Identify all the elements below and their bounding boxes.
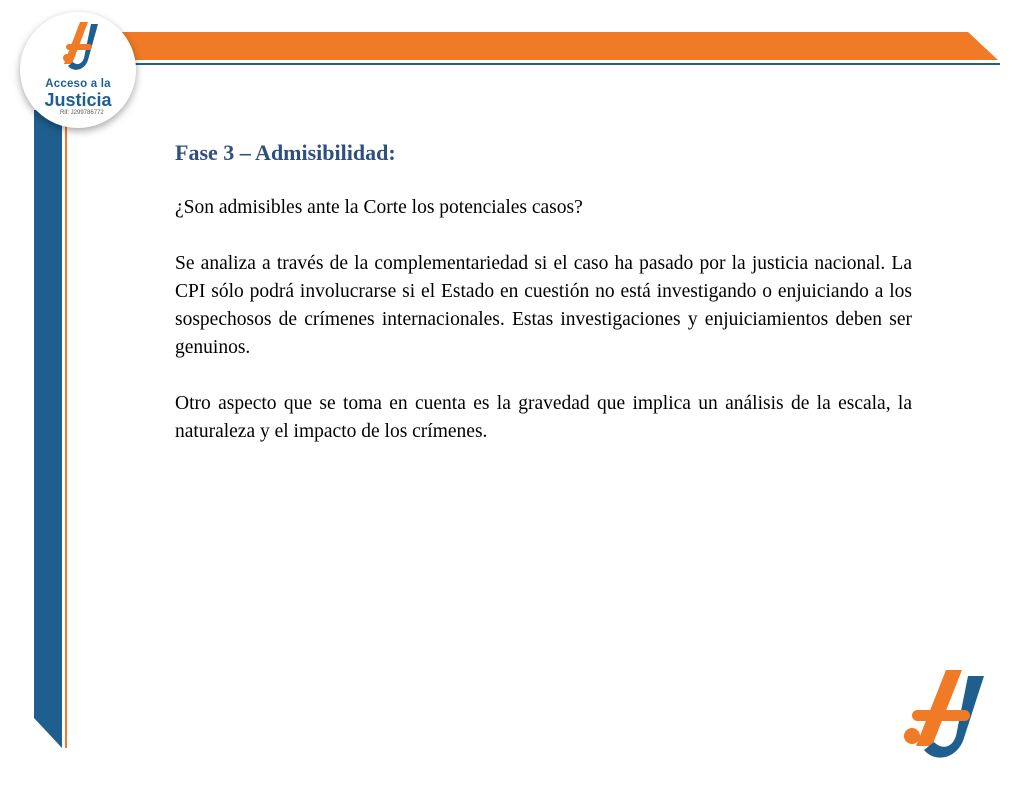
left-blue-bar	[34, 110, 62, 748]
slide-paragraph-2: Otro aspecto que se toma en cuenta es la gravedad que implica un análisis de la escala, la naturaleza y el impacto de los crímenes.	[175, 393, 912, 442]
aj-logo-icon	[58, 18, 102, 76]
header-orange-band	[118, 32, 998, 60]
aj-logo-corner-icon	[898, 664, 1002, 768]
logo-badge	[20, 12, 136, 128]
slide-question: ¿Son admisibles ante la Corte los potenciales casos?	[175, 197, 583, 218]
logo-line-2: Justicia	[44, 90, 112, 110]
slide-title: Fase 3 – Admisibilidad:	[175, 140, 396, 165]
slide-content	[175, 140, 912, 474]
logo-rif: Rif: J299786772	[60, 110, 104, 116]
logo-line-1: Acceso a la	[45, 78, 111, 90]
slide-paragraph-1: Se analiza a través de la complementariedad si el caso ha pasado por la justicia nacional. La CPI sólo podrá involucrarse si el Estado en cuestión no está investigando o enjuiciando a los sospechosos de crímenes internacionales. Estas investigaciones y enjuiciamientos deben ser genuinos.	[175, 253, 912, 358]
